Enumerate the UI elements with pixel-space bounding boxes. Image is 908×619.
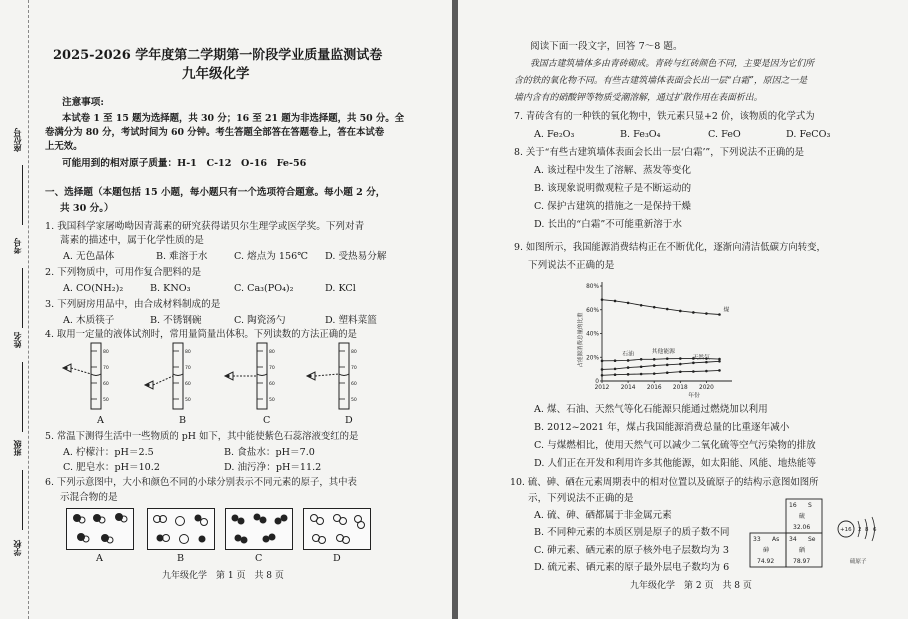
q10-option-a[interactable]: A. 硫、砷、硒都属于非金属元素 <box>534 510 672 521</box>
sulfur-atom-diagram <box>838 517 877 565</box>
chart-point <box>614 300 617 303</box>
name-label: 姓名 <box>12 332 22 348</box>
q3-option-b[interactable]: B. 不锈钢碗 <box>150 315 202 326</box>
q10-option-c[interactable]: C. 砷元素、硒元素的原子核外电子层数均为 3 <box>534 545 729 556</box>
tick-70-d: 70 <box>351 366 357 371</box>
q6-box-b[interactable] <box>147 508 215 550</box>
q6-label-a[interactable]: A <box>96 553 103 564</box>
chart-series-label: 煤 <box>723 307 730 314</box>
chart-series-label: 天然气 <box>692 355 710 362</box>
q1-option-d[interactable]: D. 受热易分解 <box>325 251 387 262</box>
name-field[interactable] <box>22 362 23 432</box>
exam-title: 2025-2026 学年度第二学期第一阶段学业质量监测试卷 <box>53 48 383 63</box>
tick-60-d: 60 <box>351 382 357 387</box>
selenium-symbol: Se <box>808 536 816 543</box>
chart-point <box>679 357 682 360</box>
q5-option-c[interactable]: C. 肥皂水：pH＝10.2 <box>63 462 160 473</box>
passage-line-1: 我国古建筑墙体多由青砖砌成。青砖与红砖颜色不同，主要是因为它们所 <box>530 59 814 69</box>
arsenic-mass: 74.92 <box>757 558 775 565</box>
q5-option-a[interactable]: A. 柠檬汁：pH＝2.5 <box>63 447 154 458</box>
cylinder-a[interactable] <box>63 343 101 409</box>
q10-option-b[interactable]: B. 不同种元素的本质区别是原子的质子数不同 <box>534 527 730 538</box>
q8-option-c[interactable]: C. 保护古建筑的措施之一是保持干燥 <box>534 201 692 212</box>
chart-point <box>692 370 695 373</box>
shell-3-electrons: 6 <box>873 527 877 533</box>
q5-stem: 5. 常温下测得生活中一些物质的 pH 如下，其中能使紫色石蕊溶液变红的是 <box>45 431 359 442</box>
arsenic-name: 砷 <box>763 547 770 554</box>
q4-label-c[interactable]: C <box>263 415 271 426</box>
chart-point <box>640 304 643 307</box>
q4-label-b[interactable]: B <box>179 415 187 426</box>
q3-stem: 3. 下列厨房用品中，由合成材料制成的是 <box>45 299 221 310</box>
q9-stem-cont: 下列说法不正确的是 <box>528 260 615 271</box>
tick-50-d: 50 <box>351 398 357 403</box>
chart-point <box>718 358 721 361</box>
notice-line-3: 上无效。 <box>45 141 83 152</box>
chart-x-tick-label: 2012 <box>594 385 610 391</box>
q5-option-d[interactable]: D. 油污净：pH＝11.2 <box>224 462 322 473</box>
chart-point <box>627 366 630 369</box>
q2-option-b[interactable]: B. KNO₃ <box>150 283 191 294</box>
chart-series-label: 其他能源 <box>651 348 675 355</box>
chart-point <box>601 368 604 371</box>
q4-stem: 4. 取用一定量的液体试剂时，常用量筒量出体积。下列读数的方法正确的是 <box>45 329 357 340</box>
cylinder-c[interactable] <box>225 343 267 409</box>
chart-point <box>692 311 695 314</box>
chart-y-tick-label: 20% <box>586 355 599 362</box>
chart-point <box>614 359 617 362</box>
exam-number-field[interactable] <box>22 268 23 328</box>
class-label: 班级 <box>12 440 22 456</box>
notice-line-1: 本试卷 1 至 15 题为选择题，共 30 分；16 至 21 题为非选择题，共 50 分。全 <box>62 113 405 124</box>
page-1-footer: 九年级化学 第 1 页 共 8 页 <box>162 571 284 581</box>
q10-option-d[interactable]: D. 硫元素、硒元素的原子最外层电子数均为 6 <box>534 562 730 573</box>
q2-option-c[interactable]: C. Ca₃(PO₄)₂ <box>234 283 294 294</box>
sulfur-mass: 32.06 <box>793 524 811 531</box>
chart-x-label: 年份 <box>688 393 700 399</box>
exam-page-1 <box>0 0 452 619</box>
q2-option-d[interactable]: D. KCl <box>325 283 356 294</box>
q1-option-a[interactable]: A. 无色晶体 <box>63 251 115 262</box>
chart-point <box>601 298 604 301</box>
chart-point <box>705 312 708 315</box>
notice-line-2: 卷满分为 80 分，考试时间为 60 分钟。考生答题全部答在答题卷上，答在本试卷 <box>45 127 385 138</box>
seat-number-field[interactable] <box>22 165 23 225</box>
q4-cylinders-figure <box>55 341 385 413</box>
chart-y-tick-label: 80% <box>586 284 599 290</box>
tick-60-a: 60 <box>103 382 109 387</box>
selenium-number: 34 <box>789 536 797 543</box>
chart-point <box>666 357 669 360</box>
tick-70-c: 70 <box>269 366 275 371</box>
section-1-heading: 一、选择题（本题包括 15 小题，每小题只有一个选项符合题意。每小题 2 分， <box>45 187 386 198</box>
tick-50-c: 50 <box>269 398 275 403</box>
q9-option-c[interactable]: C. 与煤燃相比，使用天然气可以减少二氧化硫等空气污染物的排放 <box>534 440 816 451</box>
periodic-table-fragment <box>748 497 908 569</box>
chart-point <box>666 371 669 374</box>
passage-line-3: 墙内含有的硝酸钾等物质受潮溶解，通过扩散作用在表面析出。 <box>514 93 763 103</box>
selenium-name: 硒 <box>799 547 806 554</box>
chart-point <box>679 363 682 366</box>
cylinder-d[interactable] <box>307 343 349 409</box>
q9-stem: 9. 如图所示，我国能源消费结构正在不断优化，逐渐向清洁低碳方向转变， <box>514 242 826 253</box>
chart-point <box>601 360 604 363</box>
chart-point <box>705 361 708 364</box>
q7-stem: 7. 青砖含有的一种铁的氧化物中，铁元素只显+2 价，该物质的化学式为 <box>514 111 815 122</box>
chart-x-tick-label: 2018 <box>672 385 688 391</box>
exam-page-2 <box>458 0 908 619</box>
notice-title: 注意事项: <box>62 97 104 108</box>
sulfur-number: 16 <box>789 502 797 509</box>
q4-label-d[interactable]: D <box>345 415 353 426</box>
shell-2-electrons: 8 <box>865 527 869 533</box>
q5-option-b[interactable]: B. 食盐水：pH＝7.0 <box>224 447 315 458</box>
q1-option-b[interactable]: B. 难溶于水 <box>156 251 208 262</box>
chart-point <box>718 313 721 316</box>
tick-70-a: 70 <box>103 366 109 371</box>
q9-option-b[interactable]: B. 2012~2021 年，煤占我国能源消费总量的比重逐年减小 <box>534 422 790 433</box>
chart-point <box>627 373 630 376</box>
chart-point <box>614 368 617 371</box>
chart-point <box>640 365 643 368</box>
chart-point <box>666 364 669 367</box>
chart-series-label: 石油 <box>622 351 634 358</box>
chart-point <box>653 364 656 367</box>
school-label: 学校 <box>12 540 22 556</box>
chart-series-line <box>602 370 719 375</box>
q6-stem-cont: 示混合物的是 <box>60 492 118 503</box>
chart-y-tick-label: 40% <box>586 331 599 338</box>
chart-y-tick-label: 60% <box>586 307 599 314</box>
atomic-masses: 可能用到的相对原子质量：H-1 C-12 O-16 Fe-56 <box>62 158 307 169</box>
q1-option-c[interactable]: C. 熔点为 156℃ <box>234 251 308 262</box>
exam-number-label: 考号 <box>12 238 22 254</box>
chart-point <box>718 369 721 372</box>
chart-series-line <box>602 300 719 315</box>
cylinder-b[interactable] <box>145 343 183 409</box>
page-2-footer: 九年级化学 第 2 页 共 8 页 <box>630 581 752 591</box>
tick-80-d: 80 <box>351 350 357 355</box>
atom-caption: 硫原子 <box>850 559 867 565</box>
q6-label-c[interactable]: C <box>255 553 263 564</box>
q10-stem-cont: 示，下列说法不正确的是 <box>528 493 634 504</box>
q6-box-c[interactable] <box>225 508 293 550</box>
sulfur-name: 硫 <box>799 513 806 520</box>
chart-point <box>666 308 669 311</box>
chart-point <box>601 374 604 377</box>
nucleus-charge: +16 <box>840 527 852 533</box>
q3-option-a[interactable]: A. 木质筷子 <box>63 315 115 326</box>
reading-intro: 阅读下面一段文字，回答 7～8 题。 <box>530 41 683 52</box>
q1-stem: 1. 我国科学家屠呦呦因青蒿素的研究获得诺贝尔生理学或医学奖。下列对青 <box>45 221 365 232</box>
energy-consumption-chart <box>576 278 786 400</box>
shell-1-electrons: 2 <box>858 527 862 533</box>
passage-line-2: 含的铁的氧化物不同。有些古建筑墙体表面会长出一层“白霜”，原因之一是 <box>514 76 808 86</box>
q8-option-a[interactable]: A. 该过程中发生了溶解、蒸发等变化 <box>534 165 691 176</box>
exam-subtitle: 九年级化学 <box>182 66 250 82</box>
chart-x-tick-label: 2014 <box>620 385 636 391</box>
q4-label-a[interactable]: A <box>97 415 104 426</box>
tick-60-c: 60 <box>269 382 275 387</box>
chart-series-line <box>602 361 719 369</box>
q2-option-a[interactable]: A. CO(NH₂)₂ <box>63 283 124 294</box>
tick-50-b: 50 <box>185 398 191 403</box>
q8-option-d[interactable]: D. 长出的“白霜”不可能重新溶于水 <box>534 219 682 230</box>
q2-stem: 2. 下列物质中，可用作复合肥料的是 <box>45 267 202 278</box>
q9-option-a[interactable]: A. 煤、石油、天然气等化石能源只能通过燃烧加以利用 <box>534 404 768 415</box>
chart-point <box>627 359 630 362</box>
q8-option-b[interactable]: B. 该现象说明微观粒子是不断运动的 <box>534 183 692 194</box>
chart-point <box>653 306 656 309</box>
q7-option-d[interactable]: D. FeCO₃ <box>786 129 831 140</box>
chart-point <box>640 358 643 361</box>
sulfur-symbol: S <box>808 502 812 509</box>
chart-point <box>614 373 617 376</box>
q6-box-a[interactable] <box>66 508 134 550</box>
q1-stem-cont: 蒿素的描述中，属于化学性质的是 <box>60 235 204 246</box>
q7-option-c[interactable]: C. FeO <box>708 129 741 140</box>
chart-point <box>653 372 656 375</box>
q6-stem: 6. 下列示意图中，大小和颜色不同的小球分别表示不同元素的原子，其中表 <box>45 477 357 488</box>
chart-x-tick-label: 2020 <box>699 385 714 391</box>
chart-point <box>627 302 630 305</box>
q7-option-b[interactable]: B. Fe₃O₄ <box>620 129 661 140</box>
chart-point <box>679 370 682 373</box>
binding-line <box>28 0 29 619</box>
chart-point <box>718 360 721 363</box>
chart-point <box>679 310 682 313</box>
q7-option-a[interactable]: A. Fe₂O₃ <box>534 129 575 140</box>
chart-y-tick-label: 0 <box>595 379 599 385</box>
tick-60-b: 60 <box>185 382 191 387</box>
chart-point <box>640 373 643 376</box>
tick-50-a: 50 <box>103 398 109 403</box>
tick-80-c: 80 <box>269 350 275 355</box>
tick-80-a: 80 <box>103 350 109 355</box>
q8-stem: 8. 关于“有些古建筑墙体表面会长出一层‘白霜’”，下列说法不正确的是 <box>514 147 804 158</box>
section-1-heading-cont: 共 30 分。） <box>60 203 114 214</box>
q6-label-d[interactable]: D <box>333 553 341 564</box>
class-field[interactable] <box>22 470 23 530</box>
tick-80-b: 80 <box>185 350 191 355</box>
chart-point <box>653 358 656 361</box>
selenium-mass: 78.97 <box>793 558 811 565</box>
chart-x-tick-label: 2016 <box>646 385 662 391</box>
q3-option-d[interactable]: D. 塑料菜篮 <box>325 315 377 326</box>
chart-point <box>692 362 695 365</box>
q6-label-b[interactable]: B <box>177 553 185 564</box>
chart-point <box>705 370 708 373</box>
arsenic-symbol: As <box>772 536 780 543</box>
seat-number-label: 座位号 <box>12 128 22 152</box>
arsenic-number: 33 <box>753 536 761 543</box>
tick-70-b: 70 <box>185 366 191 371</box>
q10-stem: 10. 硫、砷、硒在元素周期表中的相对位置以及硫原子的结构示意图如图所 <box>510 477 819 488</box>
chart-y-label: 占能源消费总量的比重 <box>578 312 584 368</box>
q3-option-c[interactable]: C. 陶瓷汤勺 <box>234 315 286 326</box>
q6-box-d[interactable] <box>303 508 371 550</box>
q9-option-d[interactable]: D. 人们正在开发和利用许多其他能源，如太阳能、风能、地热能等 <box>534 458 817 469</box>
